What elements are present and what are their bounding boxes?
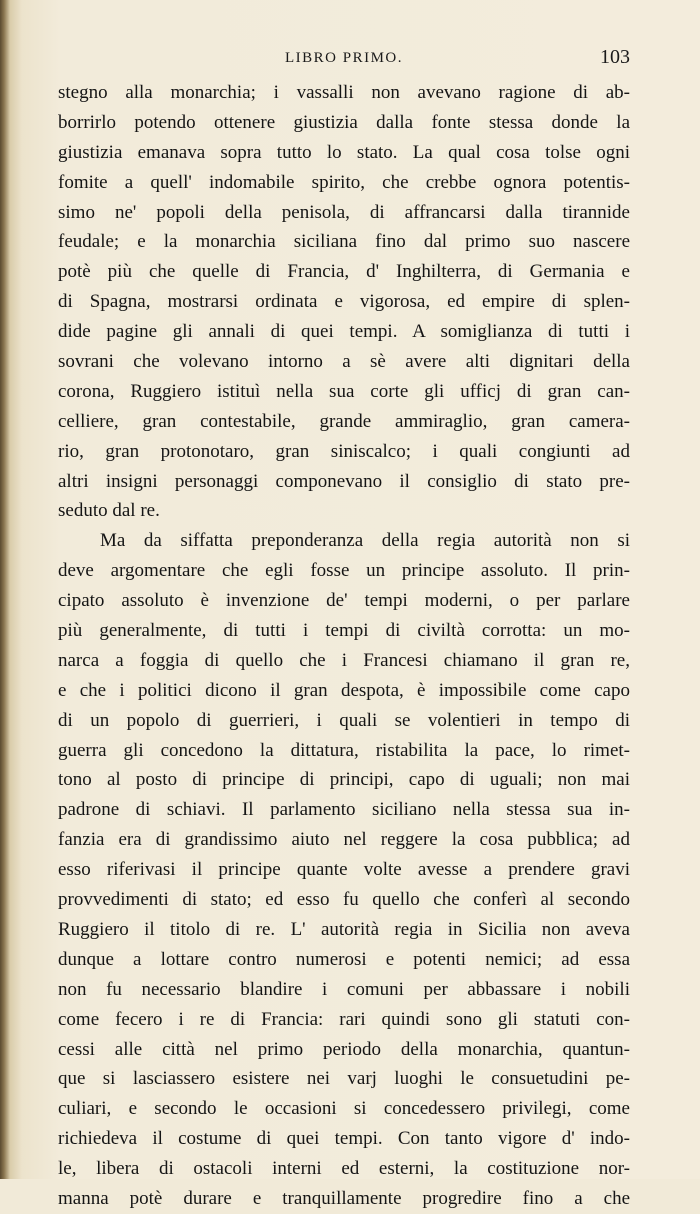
- running-head: LIBRO PRIMO.: [284, 50, 403, 66]
- text-line: guerra gli concedono la dittatura, ristabilita la pace, lo rimet-: [58, 739, 630, 761]
- text-line: que si lasciassero esistere nei varj luoghi le consuetudini pe-: [58, 1068, 630, 1090]
- text-line: di un popolo di guerrieri, i quali se volentieri in tempo di: [58, 709, 630, 731]
- text-line: rio, gran protonotaro, gran siniscalco; i quali congiunti ad: [58, 440, 630, 462]
- text-line: corona, Ruggiero istituì nella sua corte gli ufficj di gran can-: [58, 380, 630, 402]
- text-line: culiari, e secondo le occasioni si concedessero privilegi, come: [58, 1098, 630, 1120]
- text-line: richiedeva il costume di quei tempi. Con tanto vigore d' indo-: [58, 1128, 630, 1150]
- text-line: borrirlo potendo ottenere giustizia dalla fonte stessa donde la: [58, 111, 630, 133]
- text-line: non fu necessario blandire i comuni per abbassare i nobili: [58, 978, 630, 1000]
- text-line: fomite a quell' indomabile spirito, che crebbe ognora potentis-: [58, 171, 630, 193]
- text-line: cipato assoluto è invenzione de' tempi moderni, o per parlare: [58, 590, 630, 612]
- text-line: tono al posto di principe di principi, capo di uguali; non mai: [58, 769, 630, 791]
- page-number: 103: [600, 46, 630, 68]
- paragraph-start-line: Ma da siffatta preponderanza della regia autorità non si: [100, 530, 630, 552]
- text-line: dunque a lottare contro numerosi e potenti nemici; ad essa: [58, 948, 630, 970]
- body-text: [58, 78, 630, 1214]
- text-line: più generalmente, di tutti i tempi di civiltà corrotta: un mo-: [58, 620, 630, 642]
- text-line: sovrani che volevano intorno a sè avere alti dignitari della: [58, 351, 630, 373]
- text-line: deve argomentare che egli fosse un principe assoluto. Il prin-: [58, 560, 630, 582]
- text-line: giustizia emanava sopra tutto lo stato. La qual cosa tolse ogni: [58, 141, 630, 163]
- text-line: e che i politici dicono il gran despota, è impossibile come capo: [58, 679, 630, 701]
- text-line: manna potè durare e tranquillamente progredire fino a che: [58, 1187, 630, 1209]
- text-line: esso riferivasi il principe quante volte avesse a prendere gravi: [58, 859, 630, 881]
- text-line: feudale; e la monarchia siciliana fino dal primo suo nascere: [58, 231, 630, 253]
- text-line: come fecero i re di Francia: rari quindi sono gli statuti con-: [58, 1008, 630, 1030]
- text-line: di Spagna, mostrarsi ordinata e vigorosa, ed empire di splen-: [58, 291, 630, 313]
- text-line: dide pagine gli annali di quei tempi. A somiglianza di tutti i: [58, 321, 630, 343]
- text-line: fanzia era di grandissimo aiuto nel reggere la cosa pubblica; ad: [58, 829, 630, 851]
- text-line: le, libera di ostacoli interni ed esterni, la costituzione nor-: [58, 1158, 630, 1180]
- paragraph-end-line: seduto dal re.: [58, 500, 160, 522]
- text-line: narca a foggia di quello che i Francesi chiamano il gran re,: [58, 649, 630, 671]
- page-header: [58, 46, 630, 74]
- text-line: simo ne' popoli della penisola, di affrancarsi dalla tirannide: [58, 201, 630, 223]
- text-line: potè più che quelle di Francia, d' Inghilterra, di Germania e: [58, 261, 630, 283]
- text-line: provvedimenti di stato; ed esso fu quello che conferì al secondo: [58, 889, 630, 911]
- text-line: cessi alle città nel primo periodo della monarchia, quantun-: [58, 1038, 630, 1060]
- text-line: altri insigni personaggi componevano il consiglio di stato pre-: [58, 470, 630, 492]
- text-line: Ruggiero il titolo di re. L' autorità regia in Sicilia non aveva: [58, 918, 630, 940]
- text-line: celliere, gran contestabile, grande ammiraglio, gran camera-: [58, 410, 630, 432]
- text-line: padrone di schiavi. Il parlamento siciliano nella stessa sua in-: [58, 799, 630, 821]
- text-line: stegno alla monarchia; i vassalli non avevano ragione di ab-: [58, 82, 630, 103]
